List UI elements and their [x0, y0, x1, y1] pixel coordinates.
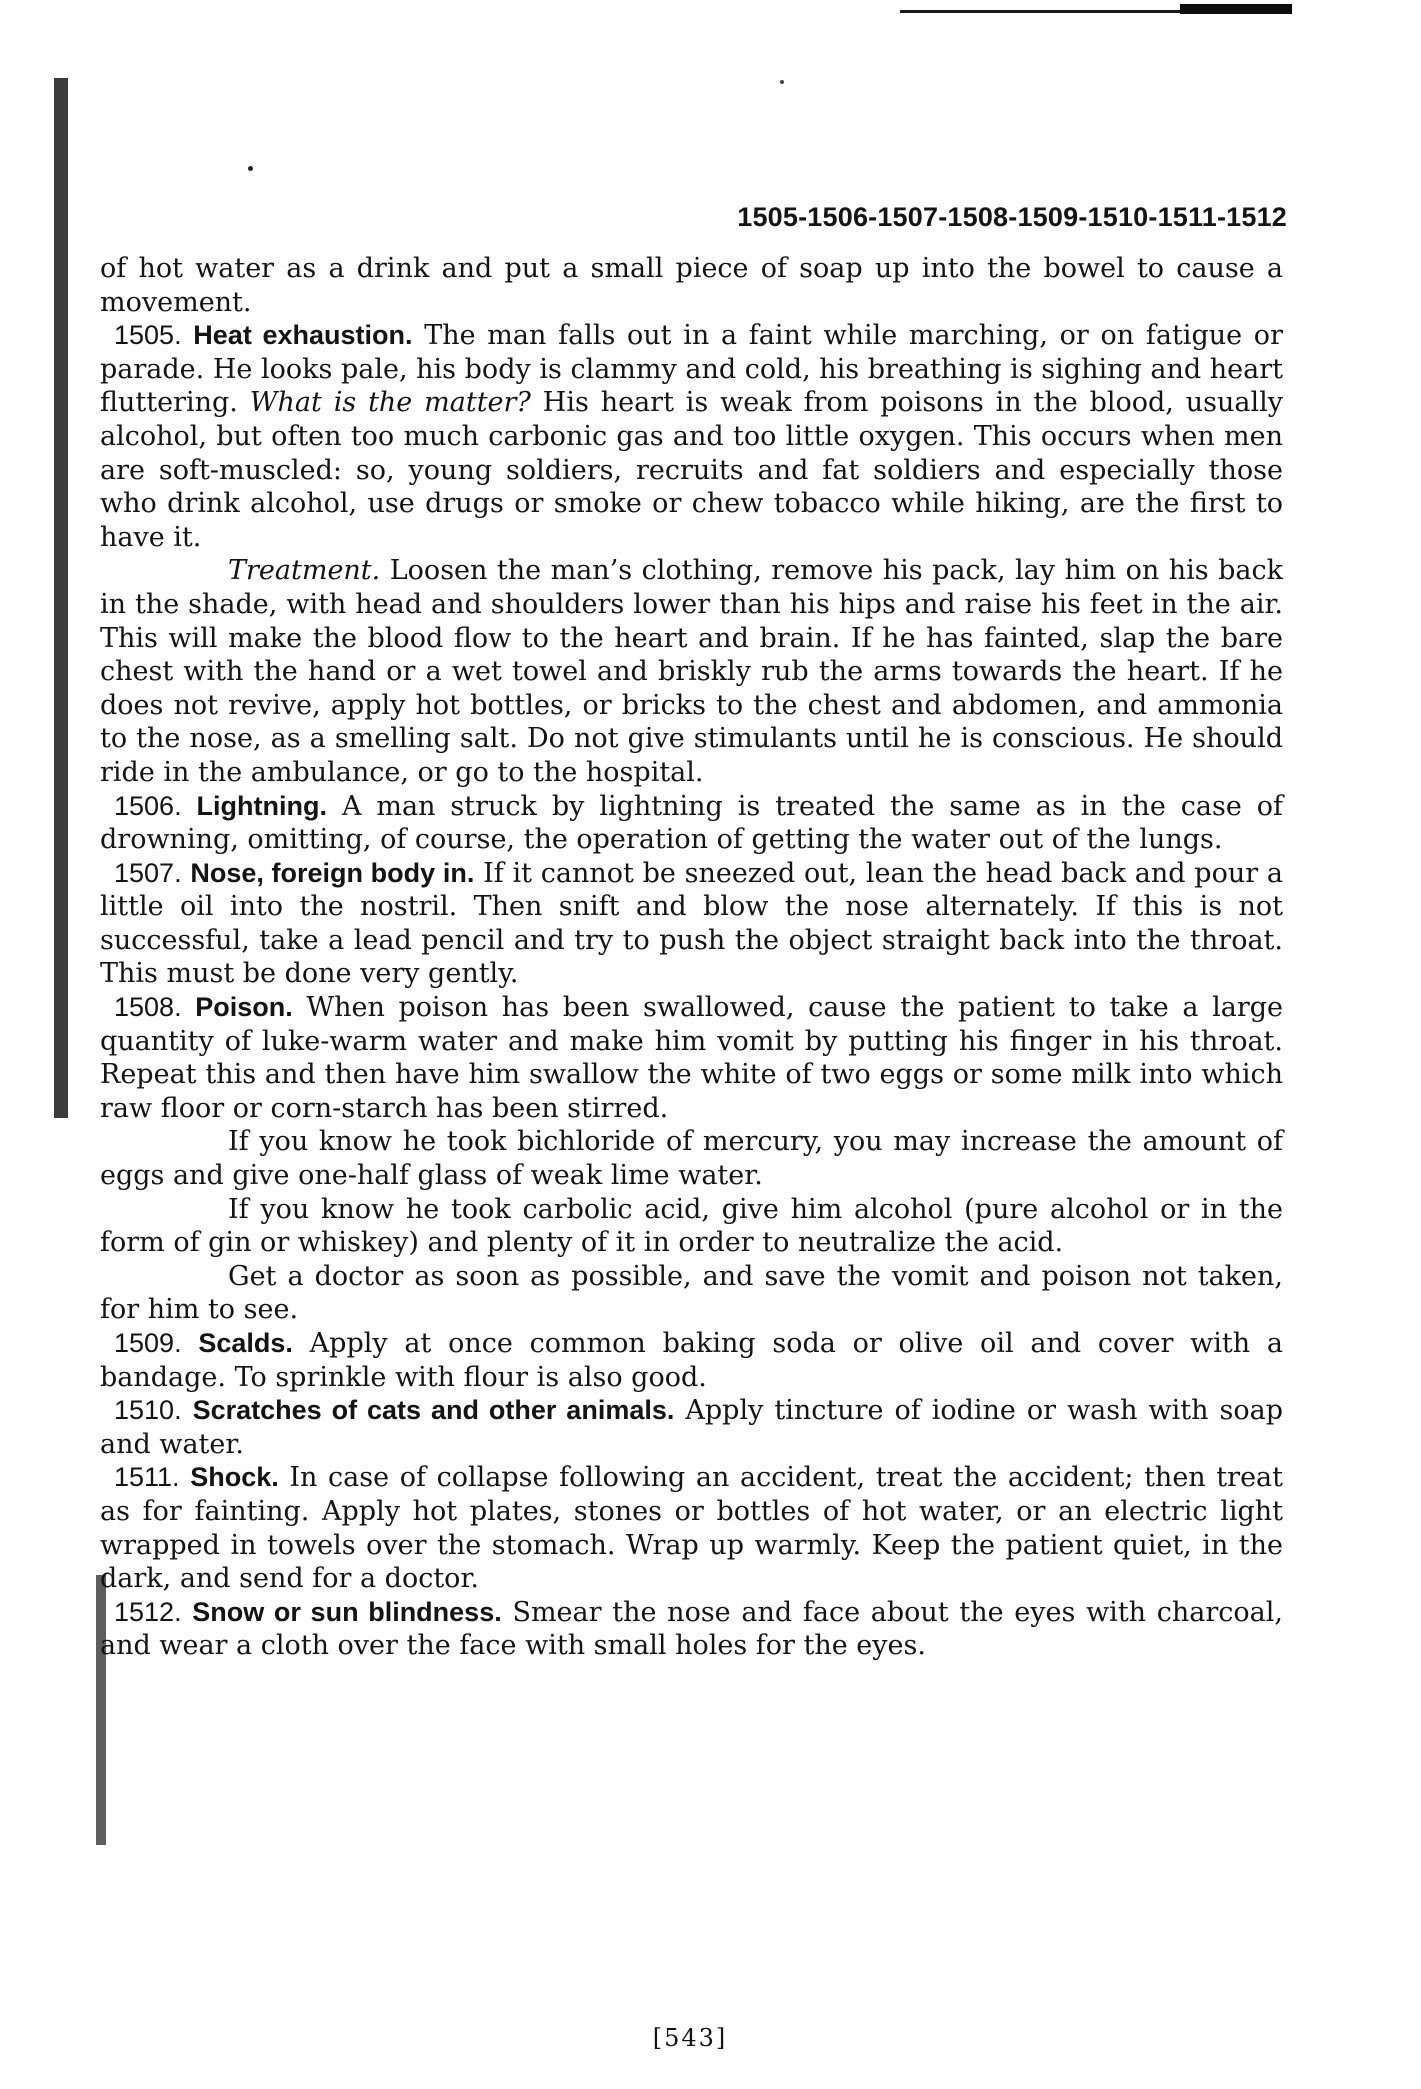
- entry-1508: [100, 991, 1283, 1125]
- entry-text: When poison has been swallowed, cause the patient to take a large quantity of luke-warm water and make him vomit by putting his finger in his throat. Repeat this and then have him swallow the white of two eggs or some milk into which raw floor or corn-starch has been stirred.: [100, 992, 1283, 1124]
- entry-text: If it cannot be sneezed out, lean the head back and pour a little oil into the nostril. Then snift and blow the nose alternately. If this is not successful, take a lead pencil and try to push the object straight back into the throat. This must be done very gently.: [100, 857, 1283, 990]
- entry-text: His heart is weak from poisons in the blood, usually alcohol, but often too much carbonic gas and too little oxygen. This occurs when men are soft-muscled: so, young soldiers, recruits and fat soldiers and especially those who drink alcohol, use drugs or smoke or chew tobacco while hiking, are the first to have it.: [100, 387, 1283, 553]
- entry-text: Apply at once common baking soda or olive oil and cover with a bandage. To sprinkle with flour is also good.: [100, 1328, 1283, 1393]
- entry-title: Snow or sun blindness.: [192, 1596, 502, 1627]
- entry-text: Smear the nose and face about the eyes with charcoal, and wear a cloth over the face with small holes for the eyes.: [100, 1596, 1283, 1662]
- entry-title: Shock.: [190, 1462, 279, 1493]
- entry-title: Lightning.: [196, 790, 327, 821]
- entry-number: 1508.: [114, 992, 182, 1023]
- entry-1509: [100, 1327, 1283, 1394]
- treatment-label: Treatment.: [228, 555, 381, 587]
- entry-number: 1510.: [114, 1395, 182, 1426]
- page-number: [543]: [652, 2024, 728, 2052]
- entry-title: Scalds.: [198, 1328, 293, 1358]
- mercury-paragraph: If you know he took bichloride of mercury, you may increase the amount of eggs and give one-half glass of weak lime water.: [100, 1126, 1283, 1192]
- ink-speck: [248, 166, 253, 171]
- running-header: 1505-1506-1507-1508-1509-1510-1511-1512: [737, 202, 1287, 232]
- entry-title: Poison.: [195, 992, 293, 1023]
- entry-text: Apply tincture of iodine or wash with soap and water.: [100, 1395, 1284, 1460]
- doctor-paragraph: Get a doctor as soon as possible, and save the vomit and poison not taken, for him to see.: [100, 1260, 1283, 1326]
- ink-speck: [780, 80, 784, 84]
- entry-1510: [100, 1394, 1283, 1461]
- entry-number: 1505.: [114, 320, 182, 351]
- entry-number: 1512.: [114, 1596, 182, 1627]
- top-rule-heavy: [1180, 4, 1292, 14]
- entry-1506: [100, 790, 1283, 857]
- binding-shadow: [54, 78, 68, 1118]
- entry-1511: [100, 1461, 1283, 1595]
- entry-1512: [100, 1596, 1283, 1663]
- entry-number: 1506.: [114, 790, 182, 821]
- entry-1507: [100, 857, 1283, 991]
- entry-text: A man struck by lightning is treated the same as in the case of drowning, omitting, of course, the operation of getting the water out of the lungs.: [100, 790, 1283, 856]
- entry-text: In case of collapse following an accident, treat the accident; then treat as for fainting. Apply hot plates, stones or bottles of hot water, or an electric light wrapped in towels over the stomach. Wrap up warmly. Keep the patient quiet, in the dark, and send for a doctor.: [100, 1462, 1283, 1595]
- page-body: [100, 252, 1283, 1663]
- entry-number: 1511.: [114, 1462, 180, 1493]
- carbolic-paragraph: If you know he took carbolic acid, give him alcohol (pure alcohol or in the form of gin or whiskey) and plenty of it in order to neutralize the acid.: [100, 1193, 1283, 1259]
- entry-title: Scratches of cats and other animals.: [192, 1395, 675, 1426]
- entry-title: Nose, foreign body in.: [190, 857, 475, 888]
- entry-title: Heat exhaustion.: [193, 320, 413, 351]
- entry-number: 1509.: [114, 1328, 182, 1358]
- entry-number: 1507.: [114, 857, 182, 888]
- entry-1505: [100, 319, 1283, 554]
- treatment-text: Loosen the man’s clothing, remove his pack, lay him on his back in the shade, with head and shoulders lower than his hips and raise his feet in the air. This will make the blood flow to the heart and brain. If he has fainted, slap the bare chest with the hand or a wet towel and briskly rub the arms towards the heart. If he does not revive, apply hot bottles, or bricks to the chest and abdomen, and ammonia to the nose, as a smelling salt. Do not give stimulants until he is conscious. He should ride in the ambulance, or go to the hospital.: [100, 555, 1283, 788]
- treatment-paragraph: [100, 554, 1283, 789]
- continuation-paragraph: of hot water as a drink and put a small piece of soap up into the bowel to cause a movement.: [100, 253, 1283, 318]
- entry-question: What is the matter?: [249, 387, 531, 419]
- entry-text: The man falls out in a faint while marching, or on fatigue or parade. He looks pale, his body is clammy and cold, his breathing is sighing and heart fluttering.: [100, 320, 1283, 419]
